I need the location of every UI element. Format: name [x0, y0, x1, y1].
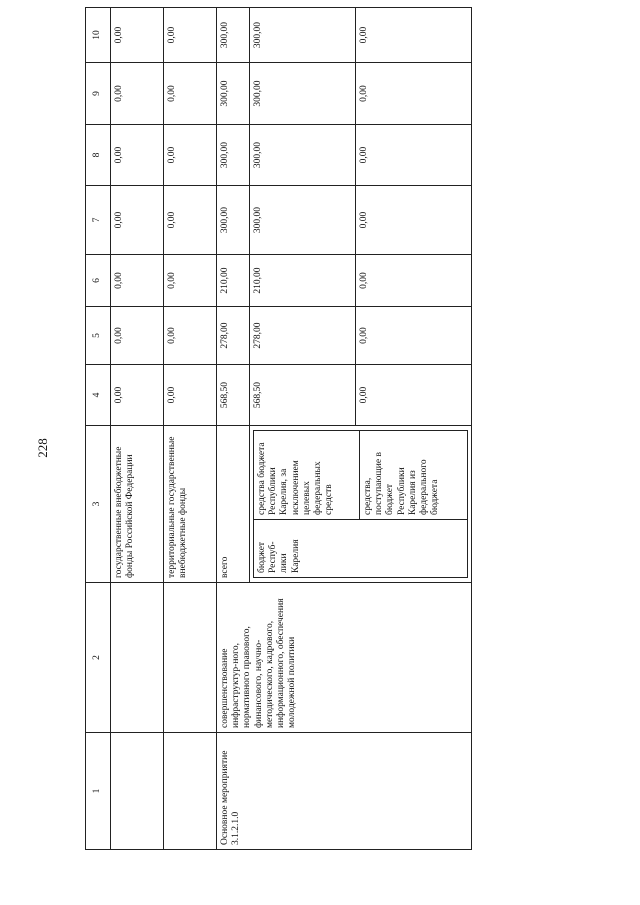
- value-cell: 0,00: [164, 307, 217, 365]
- value-cell: 300,00: [250, 8, 356, 63]
- activity-code-cell: Основное мероприятие 3.1.2.1.0: [217, 733, 472, 850]
- column-header: 5: [86, 307, 111, 365]
- column-header: 9: [86, 63, 111, 125]
- budget-source-block: [250, 426, 472, 583]
- activity-code-cell: [164, 733, 217, 850]
- table-row: [164, 8, 217, 850]
- value-cell: 210,00: [250, 255, 356, 307]
- value-cell: 300,00: [250, 125, 356, 186]
- value-cell: 0,00: [111, 186, 164, 255]
- value-cell: 210,00: [217, 255, 250, 307]
- activity-name-cell: [111, 583, 164, 733]
- funding-source-cell: всего: [217, 426, 250, 583]
- budget-subtable: [253, 430, 468, 578]
- value-cell: 0,00: [164, 8, 217, 63]
- value-cell: 0,00: [164, 63, 217, 125]
- value-cell: 0,00: [164, 125, 217, 186]
- column-header: 7: [86, 186, 111, 255]
- budget-subsource-label: средства, поступающие в бюджет Республики Карелия из федерального бюджета: [360, 431, 468, 520]
- value-cell: 300,00: [250, 186, 356, 255]
- activity-code-cell: [111, 733, 164, 850]
- value-cell: 0,00: [111, 63, 164, 125]
- column-header: 8: [86, 125, 111, 186]
- budget-label: бюджет Респуб-лики Карелия: [254, 520, 468, 578]
- budget-subsource-label: средства бюджета Республики Карелия, за исключением целевых федеральных средств: [254, 431, 360, 520]
- budget-table: [85, 7, 472, 850]
- value-cell: 0,00: [164, 255, 217, 307]
- table-row: [111, 8, 164, 850]
- activity-name-cell: совершенствование инфраструктур-ного, нормативного правового, финансового, научно-методического, кадрового, информационного, обеспечения молодежной политики: [217, 583, 472, 733]
- value-cell: 278,00: [217, 307, 250, 365]
- column-header: 2: [86, 583, 111, 733]
- column-header: 1: [86, 733, 111, 850]
- value-cell: 300,00: [217, 125, 250, 186]
- value-cell: 0,00: [111, 365, 164, 426]
- activity-name-cell: [164, 583, 217, 733]
- value-cell: 0,00: [356, 365, 472, 426]
- value-cell: 0,00: [356, 63, 472, 125]
- value-cell: 0,00: [356, 307, 472, 365]
- value-cell: 300,00: [217, 186, 250, 255]
- value-cell: 0,00: [356, 255, 472, 307]
- value-cell: 0,00: [111, 255, 164, 307]
- value-cell: 278,00: [250, 307, 356, 365]
- value-cell: 0,00: [111, 8, 164, 63]
- column-header: 10: [86, 8, 111, 63]
- header-row: [86, 8, 111, 850]
- column-header: 6: [86, 255, 111, 307]
- column-header: 4: [86, 365, 111, 426]
- value-cell: 300,00: [217, 8, 250, 63]
- value-cell: 0,00: [356, 186, 472, 255]
- value-cell: 0,00: [356, 125, 472, 186]
- rotated-table-frame: [85, 21, 468, 850]
- value-cell: 300,00: [250, 63, 356, 125]
- value-cell: 0,00: [164, 186, 217, 255]
- page-number: 228: [35, 438, 50, 458]
- value-cell: 0,00: [164, 365, 217, 426]
- funding-source-cell: территориальные государственные внебюджетные фонды: [164, 426, 217, 583]
- value-cell: 0,00: [356, 8, 472, 63]
- column-header: 3: [86, 426, 111, 583]
- table-row: [217, 8, 250, 850]
- funding-source-cell: государственные внебюджетные фонды Российской Федерации: [111, 426, 164, 583]
- value-cell: 300,00: [217, 63, 250, 125]
- value-cell: 0,00: [111, 307, 164, 365]
- value-cell: 0,00: [111, 125, 164, 186]
- value-cell: 568,50: [250, 365, 356, 426]
- value-cell: 568,50: [217, 365, 250, 426]
